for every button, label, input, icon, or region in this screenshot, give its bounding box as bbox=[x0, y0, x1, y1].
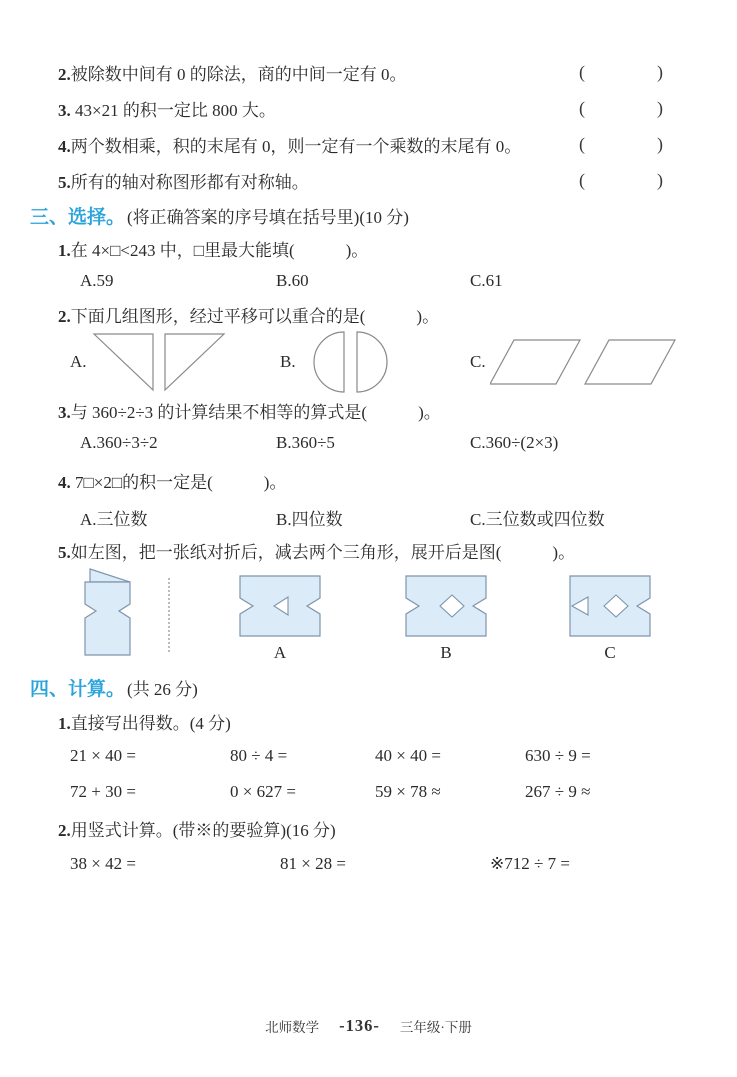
question-number: 4. bbox=[58, 472, 71, 492]
item-number: 2. bbox=[58, 64, 71, 84]
calc-sub1-heading bbox=[0, 704, 737, 738]
answer-blank: ( ) bbox=[579, 133, 663, 154]
calc-item: 0 × 627 = bbox=[230, 782, 296, 801]
section-title: 四、计算。 bbox=[30, 678, 126, 700]
answer-blank: ( ) bbox=[579, 169, 663, 190]
semicircle-pair-figure bbox=[300, 329, 400, 395]
judgement-item-4 bbox=[0, 126, 737, 162]
calc-item: 630 ÷ 9 = bbox=[525, 746, 591, 765]
question-5-figures bbox=[0, 566, 737, 664]
option-a: A.三位数 bbox=[80, 509, 148, 529]
option-c: C.三位数或四位数 bbox=[470, 509, 605, 529]
sub-text: 直接写出得数。(4 分) bbox=[70, 713, 231, 733]
mental-calc-row-1 bbox=[0, 738, 737, 774]
question-2 bbox=[0, 298, 737, 330]
item-text: 两个数相乘，积的末尾有 0，则一定有一个乘数的末尾有 0。 bbox=[70, 136, 522, 156]
question-number: 5. bbox=[58, 542, 71, 562]
footer-book-name: 北师数学 bbox=[265, 1020, 320, 1035]
answer-blank: ( ) bbox=[579, 97, 663, 118]
calc-item: 21 × 40 = bbox=[70, 746, 136, 765]
calc-item: ※712 ÷ 7 = bbox=[490, 854, 570, 873]
figure-option-a bbox=[70, 331, 280, 393]
section-header bbox=[0, 670, 737, 704]
fold-axis-dotted-line bbox=[168, 578, 170, 652]
unfolded-option-a bbox=[238, 574, 322, 663]
unfolded-paper-a-figure bbox=[238, 574, 322, 638]
question-3 bbox=[0, 394, 737, 426]
calc-item: 40 × 40 = bbox=[375, 746, 441, 765]
question-1-options bbox=[0, 264, 737, 298]
calc-item: 59 × 78 ≈ bbox=[375, 782, 441, 801]
question-text: 7□×2□的积一定是( )。 bbox=[70, 472, 287, 492]
page-footer bbox=[0, 1016, 737, 1036]
figure-option-b bbox=[280, 329, 470, 395]
question-text: 下面几组图形，经过平移可以重合的是( )。 bbox=[70, 306, 440, 326]
folded-paper-figure bbox=[80, 566, 136, 658]
footer-page-number: -136- bbox=[339, 1016, 380, 1035]
calc-item: 72 + 30 = bbox=[70, 782, 136, 801]
question-text: 如左图，把一张纸对折后，减去两个三角形，展开后是图( )。 bbox=[70, 542, 576, 562]
calc-sub2-heading bbox=[0, 810, 737, 846]
triangle-pair-figure bbox=[91, 331, 231, 393]
figure-label: C bbox=[604, 643, 616, 662]
judgement-item-5 bbox=[0, 162, 737, 198]
question-2-figures bbox=[0, 330, 737, 394]
item-number: 3. bbox=[58, 100, 71, 120]
option-b: B.四位数 bbox=[276, 509, 343, 529]
question-5 bbox=[0, 534, 737, 566]
question-number: 3. bbox=[58, 402, 71, 422]
answer-blank: ( ) bbox=[579, 61, 663, 82]
option-a: A.59 bbox=[80, 271, 114, 290]
figure-label: C. bbox=[470, 352, 486, 371]
mental-calc-row-2 bbox=[0, 774, 737, 810]
calc-item: 80 ÷ 4 = bbox=[230, 746, 288, 765]
option-b: B.60 bbox=[276, 271, 309, 290]
vertical-calc-row bbox=[0, 846, 737, 882]
option-c: C.360÷(2×3) bbox=[470, 433, 559, 452]
question-number: 2. bbox=[58, 306, 71, 326]
question-4 bbox=[0, 460, 737, 500]
question-1 bbox=[0, 232, 737, 264]
figure-label: B bbox=[440, 643, 452, 662]
question-number: 1. bbox=[58, 240, 71, 260]
item-number: 4. bbox=[58, 136, 71, 156]
figure-option-c bbox=[470, 337, 680, 387]
figure-label: A bbox=[273, 643, 287, 662]
parallelogram-pair-figure bbox=[490, 337, 680, 387]
item-number: 5. bbox=[58, 172, 71, 192]
option-a: A.360÷3÷2 bbox=[80, 433, 158, 452]
figure-label: B. bbox=[280, 352, 296, 371]
unfolded-option-c bbox=[568, 574, 652, 663]
calc-item: 267 ÷ 9 ≈ bbox=[525, 782, 591, 801]
section-title: 三、选择。 bbox=[30, 206, 126, 228]
sub-number: 1. bbox=[58, 713, 71, 733]
option-b: B.360÷5 bbox=[276, 433, 335, 452]
item-text: 所有的轴对称图形都有对称轴。 bbox=[70, 172, 309, 192]
judgement-item-2 bbox=[0, 54, 737, 90]
question-3-options bbox=[0, 426, 737, 460]
choice-section bbox=[0, 198, 737, 664]
footer-volume: 三年级·下册 bbox=[399, 1020, 472, 1035]
unfolded-paper-b-figure bbox=[404, 574, 488, 638]
question-4-options bbox=[0, 500, 737, 534]
section-header bbox=[0, 198, 737, 232]
unfolded-paper-c-figure bbox=[568, 574, 652, 638]
item-text: 43×21 的积一定比 800 大。 bbox=[70, 100, 276, 120]
sub-number: 2. bbox=[58, 820, 71, 840]
calc-item: 38 × 42 = bbox=[70, 854, 136, 873]
calc-section bbox=[0, 670, 737, 882]
item-text: 被除数中间有 0 的除法，商的中间一定有 0。 bbox=[70, 64, 407, 84]
judgement-item-3 bbox=[0, 90, 737, 126]
sub-text: 用竖式计算。(带※的要验算)(16 分) bbox=[70, 820, 336, 840]
section-subtitle: (共 26 分) bbox=[127, 679, 198, 699]
question-text: 与 360÷2÷3 的计算结果不相等的算式是( )。 bbox=[70, 402, 441, 422]
judgement-section bbox=[0, 54, 737, 198]
question-text: 在 4×□<243 中，□里最大能填( )。 bbox=[70, 240, 369, 260]
calc-item: 81 × 28 = bbox=[280, 854, 346, 873]
figure-label: A. bbox=[70, 352, 87, 371]
unfolded-option-b bbox=[404, 574, 488, 663]
section-subtitle: (将正确答案的序号填在括号里)(10 分) bbox=[127, 207, 409, 227]
option-c: C.61 bbox=[470, 271, 503, 290]
